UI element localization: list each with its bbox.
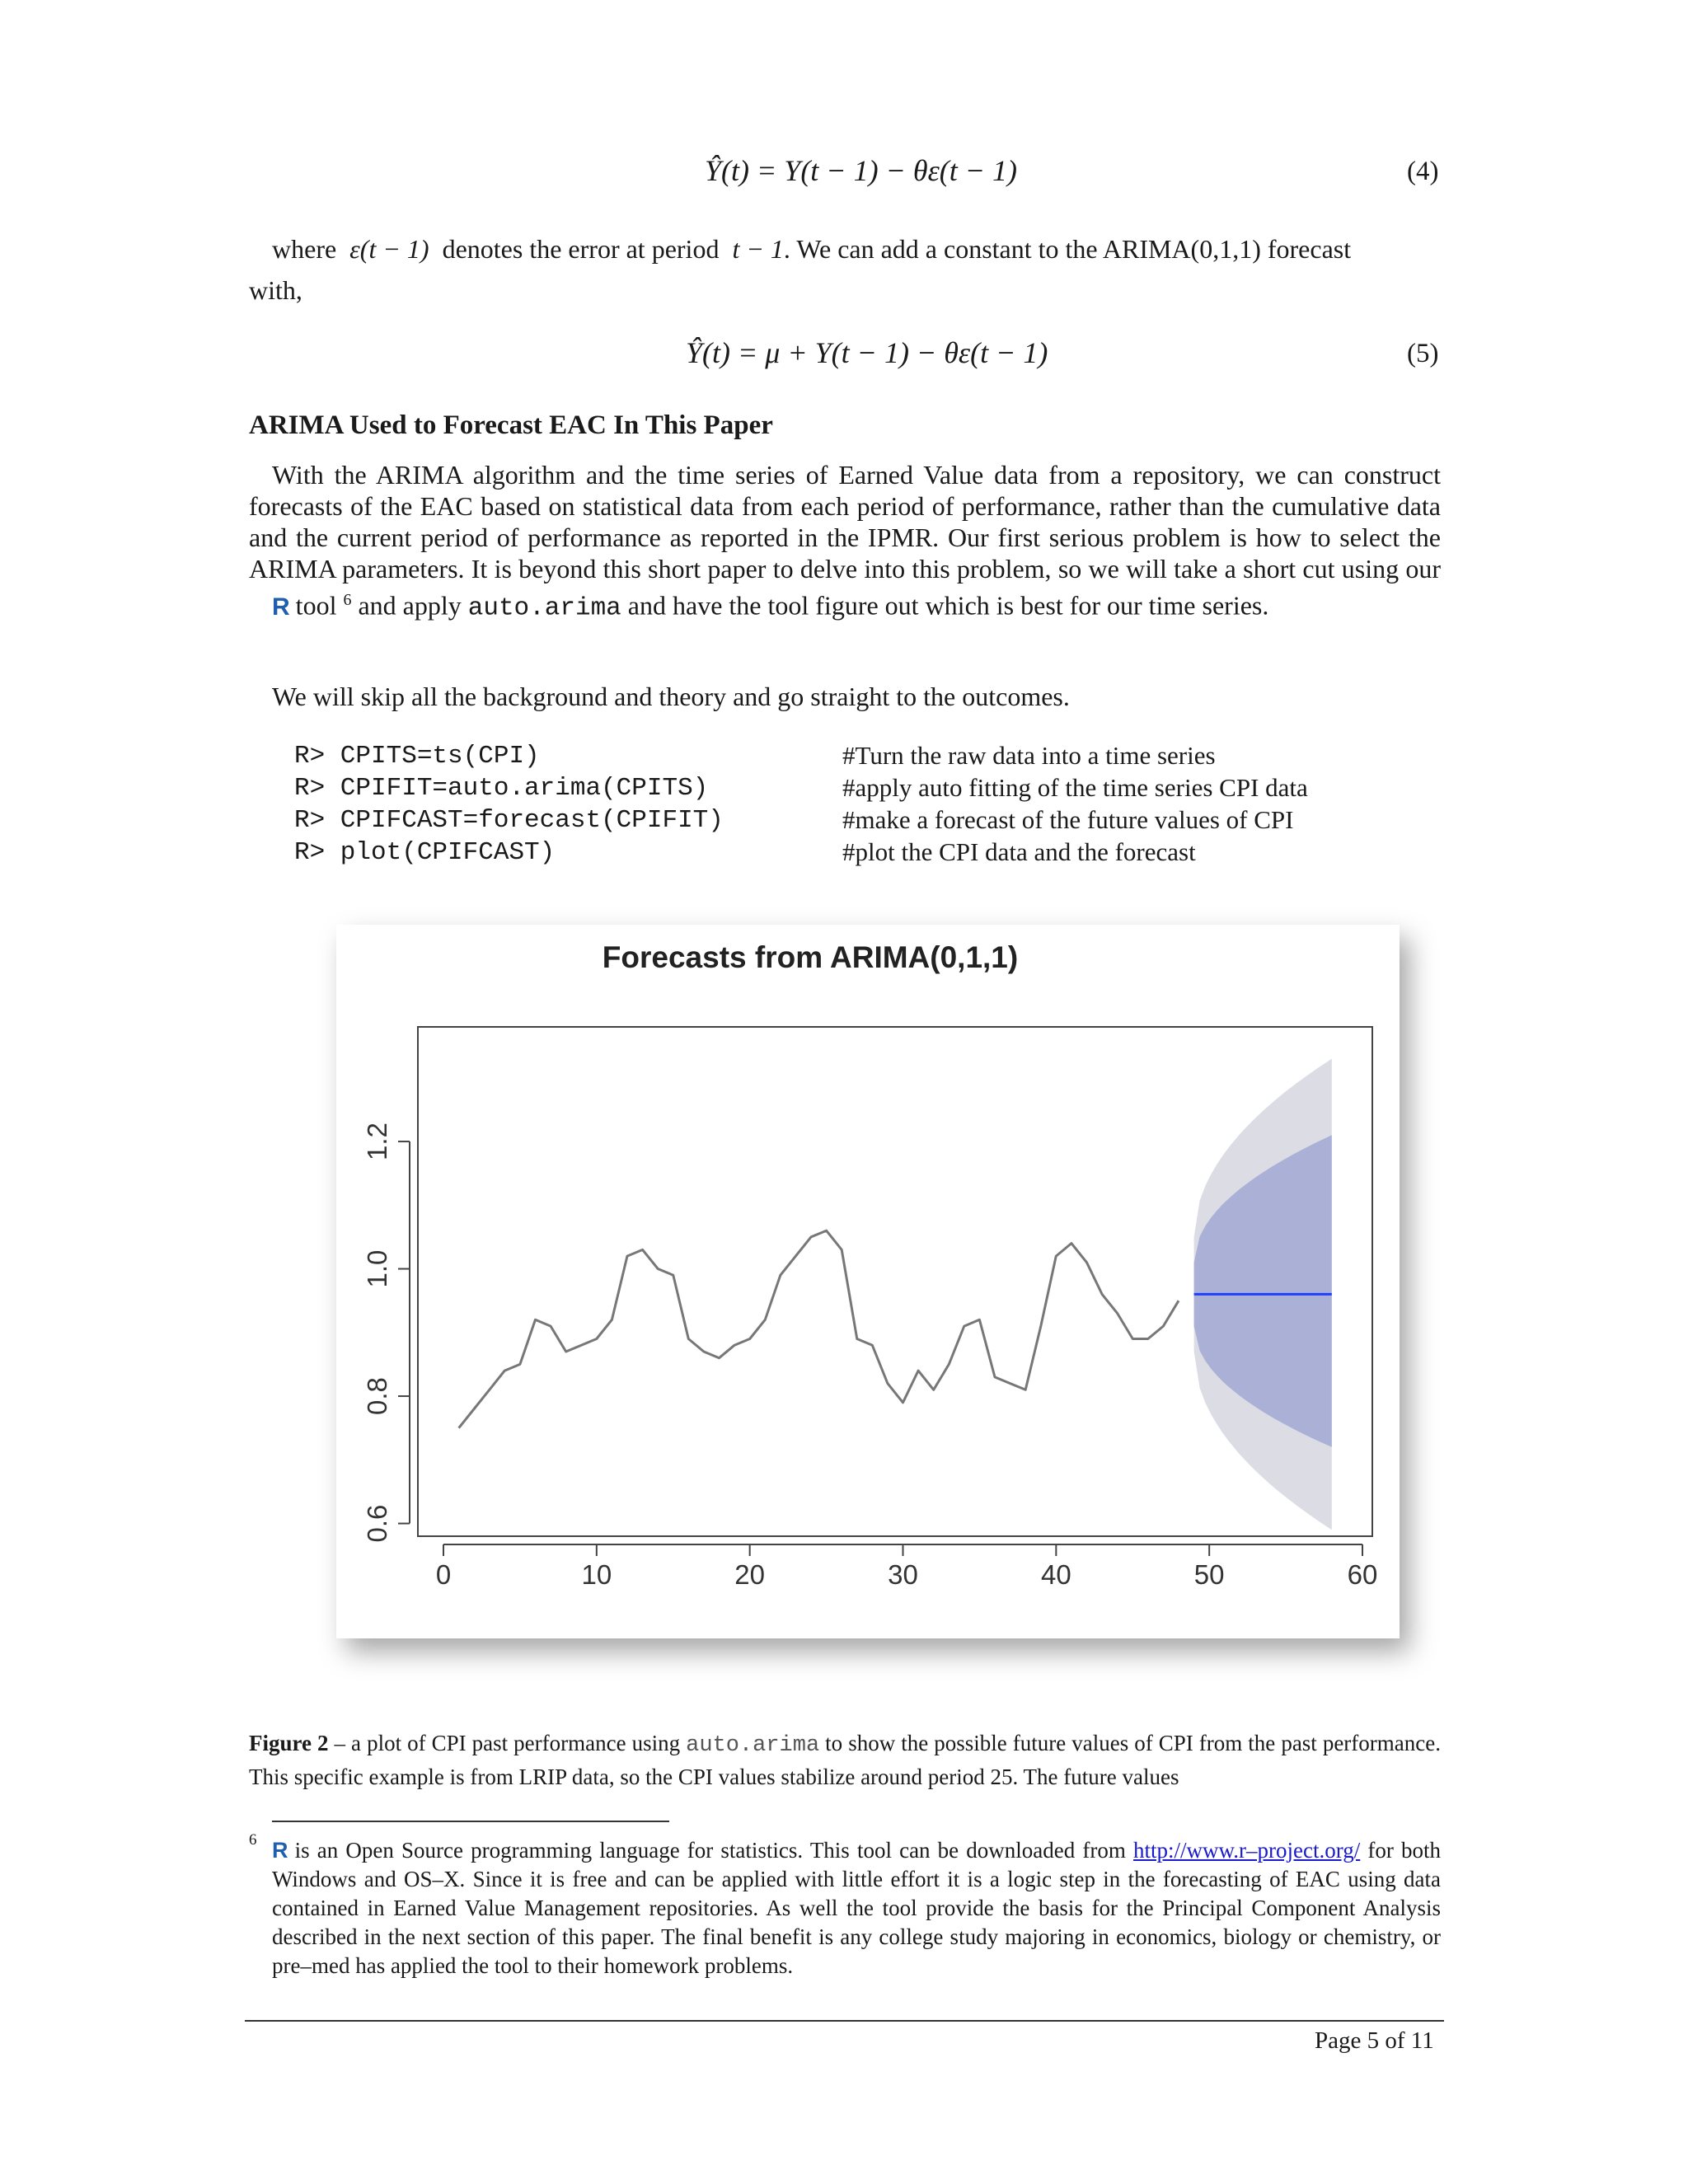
page-footer-rule <box>245 2020 1444 2022</box>
x-tick-label-30: 30 <box>888 1559 918 1590</box>
where-continued: with, <box>249 275 302 305</box>
where-text-end: . We can add a constant to the ARIMA(0,1,1) forecast <box>783 234 1352 264</box>
section-heading: ARIMA Used to Forecast EAC In This Paper <box>249 410 773 440</box>
paragraph-arima <box>249 459 1441 625</box>
equation-5-lhs: Ŷ(t) <box>686 336 730 369</box>
equation-4-rhs: = Y(t − 1) − θε(t − 1) <box>757 154 1018 187</box>
code-line-4: R> plot(CPIFCAST) <box>294 838 556 867</box>
equation-4 <box>705 153 1017 188</box>
chart-title: Forecasts from ARIMA(0,1,1) <box>602 940 1019 974</box>
code-line-1: R> CPITS=ts(CPI) <box>294 742 540 771</box>
code-comment-3: #make a forecast of the future values of CPI <box>842 805 1294 834</box>
equation-4-lhs: Ŷ(t) <box>705 154 749 187</box>
where-t: t − 1 <box>732 234 784 264</box>
footnote-text-b: for both Windows and OS–X. Since it is free and can be applied with little effort it is a logic step in the forecasting of EAC using data contained in Earned Value Management repositories. As well the tool provide the basis for the Principal Component Analysis described in the next section of this paper. The final benefit is any college study majoring in economics, biology or chemistry, or pre–med has applied the tool to their homework problems. <box>272 1838 1442 1978</box>
where-word: where <box>272 234 337 264</box>
paragraph-skip: We will skip all the background and theory and go straight to the outcomes. <box>272 682 1070 711</box>
footnote-number: 6 <box>249 1831 257 1849</box>
x-tick-label-60: 60 <box>1347 1559 1378 1590</box>
y-tick-label-1: 0.8 <box>362 1377 392 1415</box>
code-line-3: R> CPIFCAST=forecast(CPIFIT) <box>294 806 724 835</box>
caption-text-a: – a plot of CPI past performance using <box>328 1731 687 1755</box>
footnote <box>272 1836 1441 1980</box>
paragraph-arima-text-a: With the ARIMA algorithm and the time series of Earned Value data from a repository, we can construct forecasts of the EAC based on statistical data from each period of performance, rather than the cumulative data and the current period of performance as reported in the IPMR. Our first serious problem is how to select the ARIMA parameters. It is beyond this short paper to delve into this problem, so we will take a short cut using our <box>249 460 1441 583</box>
footnote-text-a: is an Open Source programming language for statistics. This tool can be downloaded from <box>287 1838 1134 1863</box>
y-tick-label-2: 1.0 <box>362 1249 392 1288</box>
code-line-2: R> CPIFIT=auto.arima(CPITS) <box>294 774 709 803</box>
x-tick-label-40: 40 <box>1040 1559 1071 1590</box>
forecast-chart <box>336 925 1400 1638</box>
code-comment-4: #plot the CPI data and the forecast <box>842 837 1196 866</box>
page-number: Page 5 of 11 <box>1315 2027 1434 2054</box>
where-text: denotes the error at period <box>442 234 720 264</box>
cpi-series-line <box>459 1230 1179 1428</box>
caption-text-b: to show the possible future values of CPI from the past performance. This specific example is from LRIP data, so the CPI values stabilize around period 25. The future values <box>249 1731 1441 1789</box>
code-comment-2: #apply auto fitting of the time series CPI data <box>842 773 1308 802</box>
paragraph-arima-text-d: and have the tool figure out which is best for our time series. <box>627 590 1269 621</box>
x-tick-label-50: 50 <box>1193 1559 1225 1590</box>
where-line <box>272 233 1442 265</box>
x-tick-label-0: 0 <box>435 1559 452 1590</box>
caption-code: auto.arima <box>686 1733 820 1758</box>
footnote-r-logo-icon: R <box>272 1838 288 1863</box>
equation-5 <box>686 335 1048 370</box>
paragraph-arima-text-c: and apply <box>358 590 462 621</box>
x-tick-label-20: 20 <box>734 1559 766 1590</box>
paragraph-arima-code: auto.arima <box>467 593 621 623</box>
equation-4-number: (4) <box>1407 157 1439 186</box>
y-tick-label-0: 0.6 <box>362 1504 392 1543</box>
equation-5-number: (5) <box>1407 339 1439 368</box>
r-logo-icon: R <box>272 593 289 621</box>
x-tick-label-10: 10 <box>581 1559 612 1590</box>
where-epsilon: ε(t − 1) <box>349 234 429 264</box>
paragraph-arima-text-b: tool <box>295 590 337 621</box>
footnote-rule <box>272 1821 669 1822</box>
figure-caption <box>249 1727 1441 1793</box>
equation-5-rhs: = μ + Y(t − 1) − θε(t − 1) <box>738 336 1048 369</box>
caption-label: Figure 2 <box>249 1731 329 1755</box>
y-tick-label-3: 1.2 <box>362 1122 392 1160</box>
forecast-chart-frame <box>336 925 1400 1638</box>
footnote-ref: 6 <box>343 591 352 609</box>
code-comment-1: #Turn the raw data into a time series <box>842 741 1216 770</box>
r-project-link[interactable]: http://www.r–project.org/ <box>1133 1838 1361 1863</box>
